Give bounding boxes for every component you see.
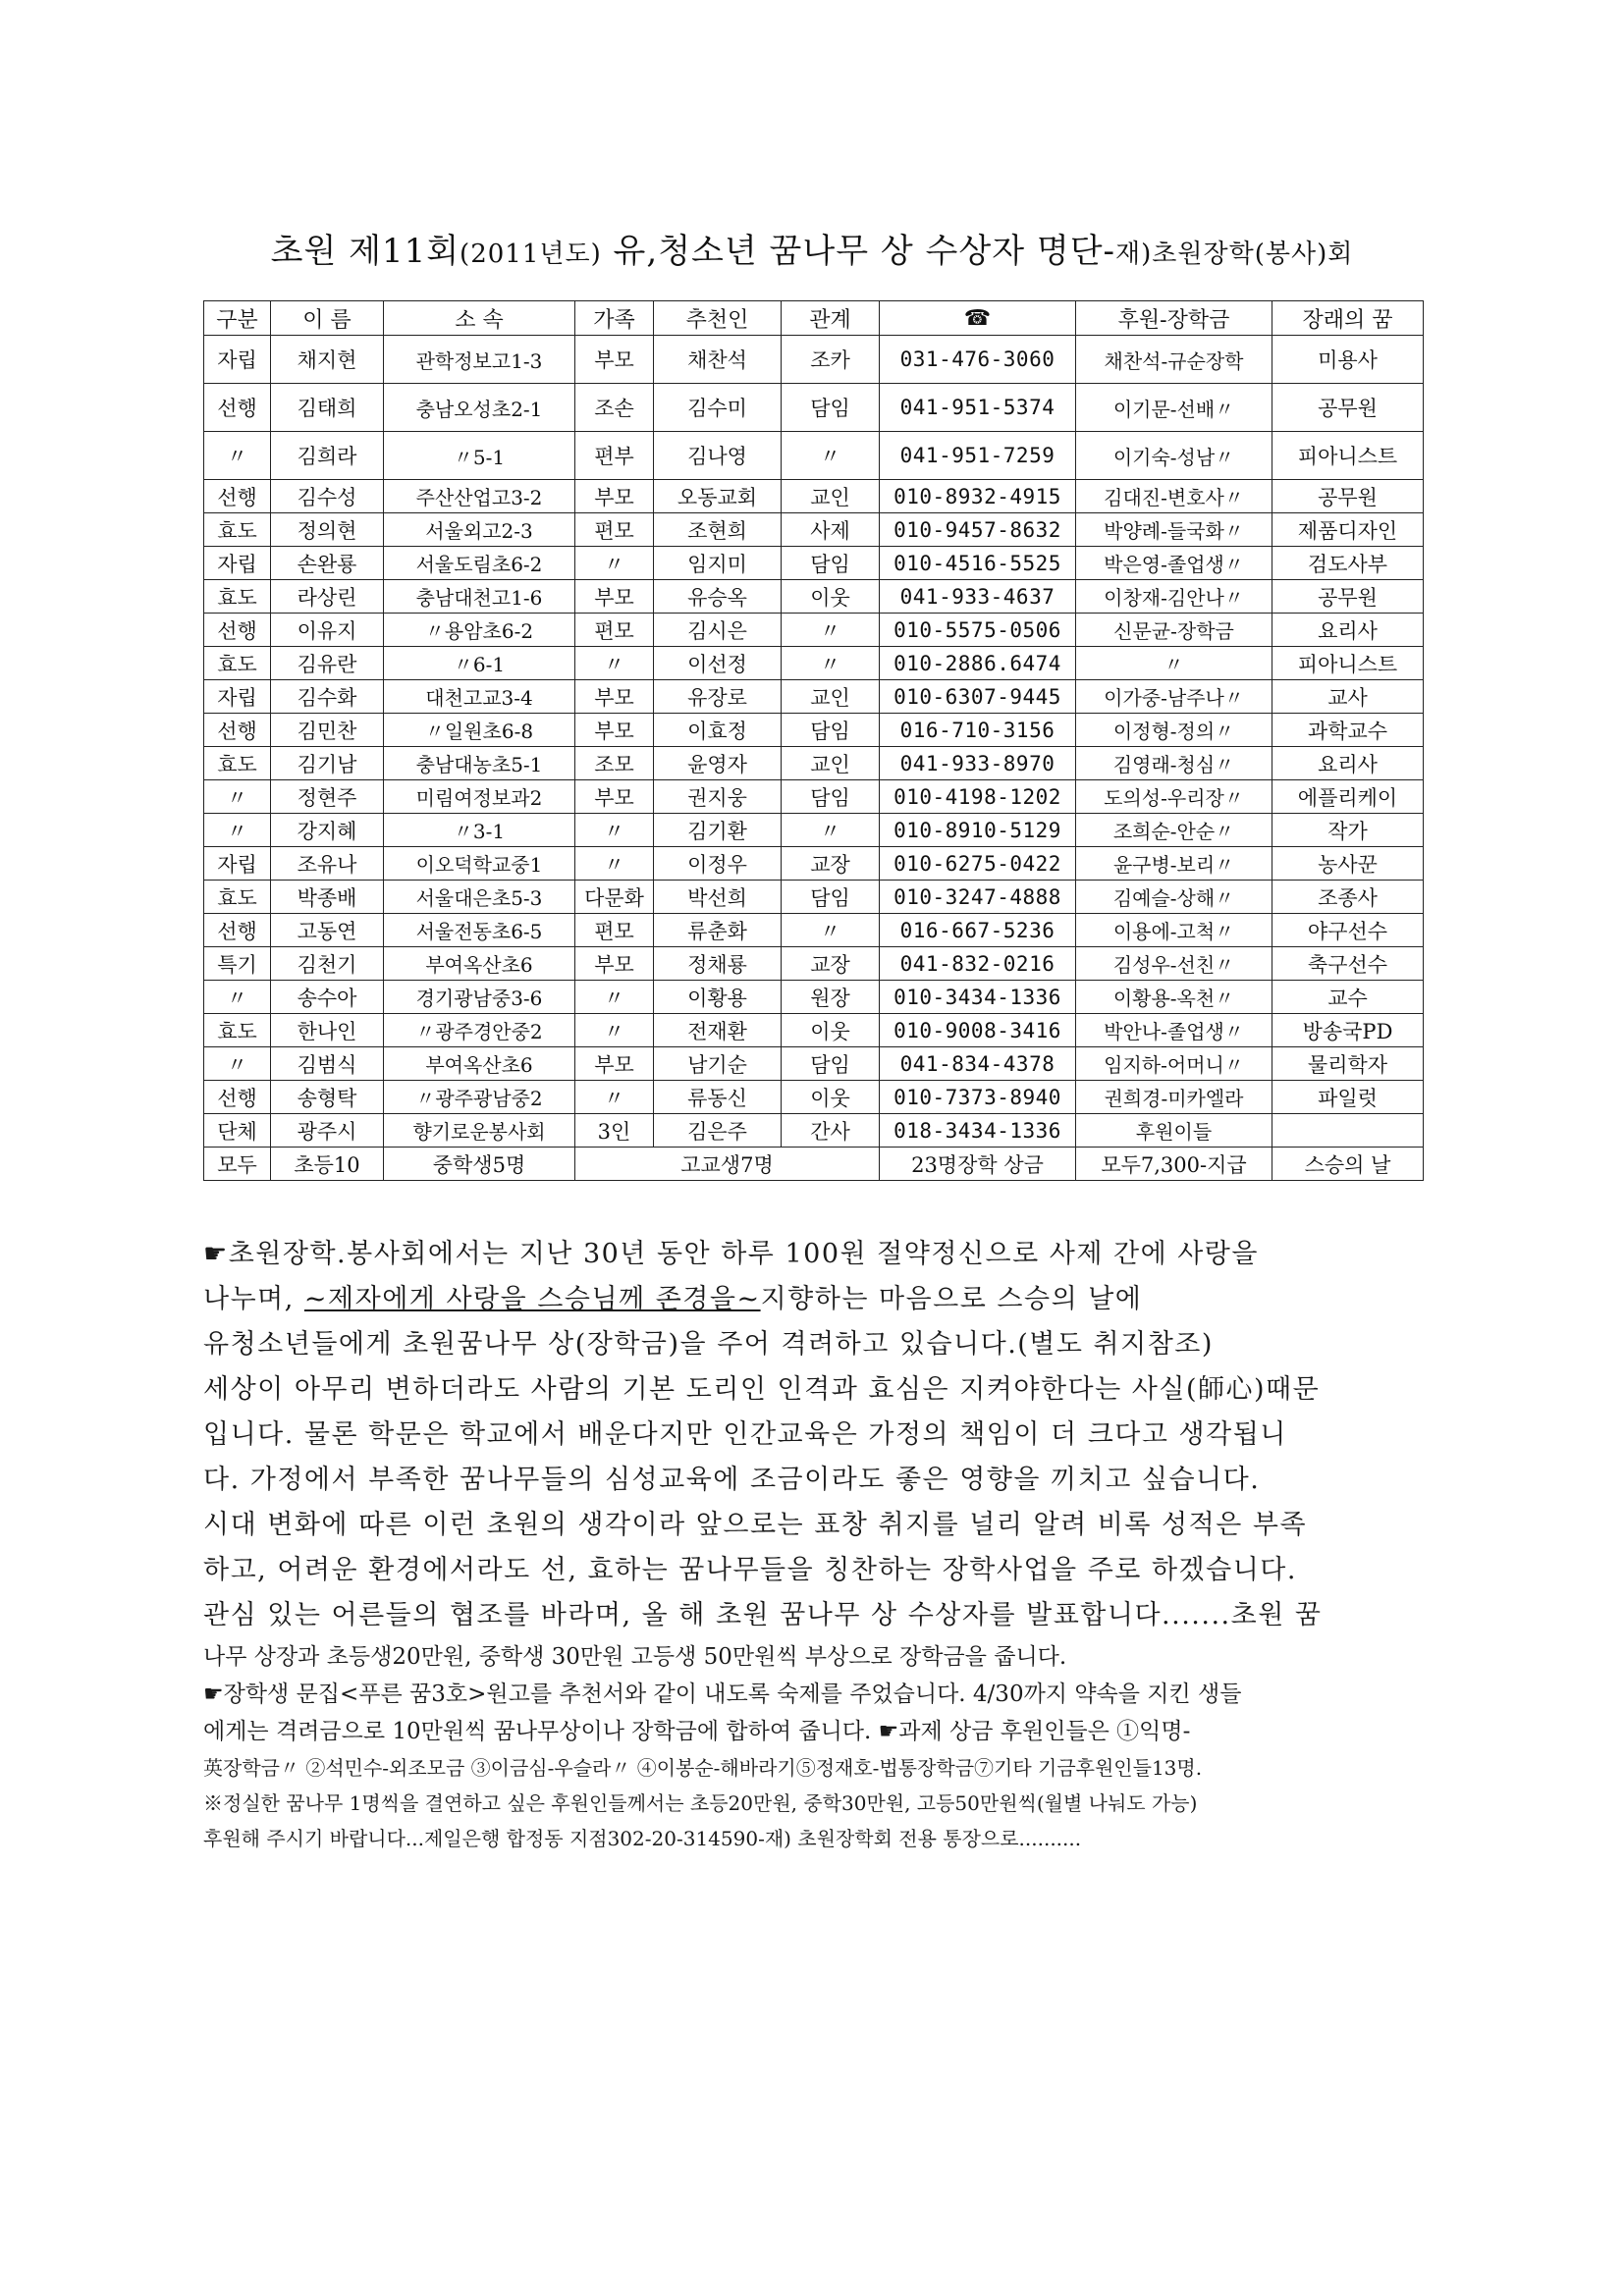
awardee-table [203, 300, 1424, 1181]
cell-relation: 담임 [782, 547, 880, 580]
cell-phone: 010-2886.6474 [880, 647, 1076, 680]
table-row [204, 780, 1424, 814]
cell-family: 조모 [575, 747, 654, 780]
cell-relation: 〃 [782, 914, 880, 947]
cell-category: 특기 [204, 947, 271, 981]
note-line: 다. 가정에서 부족한 꿈나무들의 심성교육에 조금이라도 좋은 영향을 끼치고 싶습니다. [203, 1465, 1261, 1495]
cell-dream: 공무원 [1272, 384, 1424, 432]
cell-recommender: 김나영 [654, 432, 782, 480]
cell-school: 주산산업고3-2 [384, 480, 575, 513]
cell-phone: 010-6307-9445 [880, 680, 1076, 714]
cell-family: 다문화 [575, 881, 654, 914]
cell-school: 〃광주광남중2 [384, 1081, 575, 1114]
phone-icon: ☎ [963, 305, 992, 331]
note-line: 하고, 어려운 환경에서라도 선, 효하는 꿈나무들을 칭찬하는 장학사업을 주로 하겠습니다. [203, 1555, 1297, 1585]
total-elementary: 초등10 [271, 1148, 384, 1181]
header-family: 가족 [575, 301, 654, 336]
table-row [204, 513, 1424, 547]
cell-recommender: 임지미 [654, 547, 782, 580]
cell-phone: 010-9457-8632 [880, 513, 1076, 547]
cell-family: 부모 [575, 1047, 654, 1081]
cell-recommender: 윤영자 [654, 747, 782, 780]
cell-family: 부모 [575, 780, 654, 814]
cell-sponsor: 박은영-졸업생〃 [1076, 547, 1272, 580]
cell-dream: 공무원 [1272, 580, 1424, 614]
cell-dream: 파일럿 [1272, 1081, 1424, 1114]
header-relation: 관계 [782, 301, 880, 336]
cell-sponsor: 이기숙-성남〃 [1076, 432, 1272, 480]
note-text: 장학생 문집<푸른 꿈3호>원고를 추천서와 같이 내도록 숙제를 주었습니다. 4/30까지 약속을 지킨 생들 [223, 1682, 1242, 1707]
cell-school: 대천고교3-4 [384, 680, 575, 714]
header-phone [880, 301, 1076, 336]
cell-family: 〃 [575, 547, 654, 580]
cell-recommender: 김수미 [654, 384, 782, 432]
cell-relation: 담임 [782, 714, 880, 747]
cell-phone: 010-3434-1336 [880, 981, 1076, 1014]
cell-category: 자립 [204, 336, 271, 384]
total-high: 고교생7명 [575, 1148, 880, 1181]
cell-dream: 요리사 [1272, 614, 1424, 647]
cell-relation: 〃 [782, 647, 880, 680]
cell-relation: 〃 [782, 814, 880, 847]
cell-category: 자립 [204, 547, 271, 580]
cell-dream: 미용사 [1272, 336, 1424, 384]
cell-name: 김기남 [271, 747, 384, 780]
cell-family: 부모 [575, 580, 654, 614]
cell-phone: 041-951-5374 [880, 384, 1076, 432]
cell-phone: 010-9008-3416 [880, 1014, 1076, 1047]
cell-family: 〃 [575, 981, 654, 1014]
table-total-row [204, 1148, 1424, 1181]
table-row [204, 547, 1424, 580]
cell-family: 〃 [575, 647, 654, 680]
cell-sponsor: 〃 [1076, 647, 1272, 680]
cell-name: 김민찬 [271, 714, 384, 747]
cell-sponsor: 김예슬-상해〃 [1076, 881, 1272, 914]
table-row [204, 1114, 1424, 1148]
cell-school: 경기광남중3-6 [384, 981, 575, 1014]
table-row [204, 580, 1424, 614]
cell-recommender: 이황용 [654, 981, 782, 1014]
cell-school: 서울외고2-3 [384, 513, 575, 547]
cell-relation: 이웃 [782, 1081, 880, 1114]
cell-recommender: 정채룡 [654, 947, 782, 981]
cell-sponsor: 이창재-김안나〃 [1076, 580, 1272, 614]
header-school: 소 속 [384, 301, 575, 336]
cell-sponsor: 이정형-정의〃 [1076, 714, 1272, 747]
cell-recommender: 권지웅 [654, 780, 782, 814]
table-row [204, 480, 1424, 513]
cell-name: 김태희 [271, 384, 384, 432]
cell-sponsor: 채찬석-규순장학 [1076, 336, 1272, 384]
cell-recommender: 이선정 [654, 647, 782, 680]
cell-family: 3인 [575, 1114, 654, 1148]
table-row [204, 981, 1424, 1014]
title-year: (2011년도) [460, 240, 602, 269]
note-line: 시대 변화에 따른 이런 초원의 생각이라 앞으로는 표창 취지를 널리 알려 비록 성적은 부족 [203, 1510, 1308, 1540]
cell-school: 서울전동초6-5 [384, 914, 575, 947]
cell-name: 라상린 [271, 580, 384, 614]
cell-category: 선행 [204, 480, 271, 513]
cell-phone: 010-8932-4915 [880, 480, 1076, 513]
cell-family: 편모 [575, 513, 654, 547]
cell-dream: 조종사 [1272, 881, 1424, 914]
cell-recommender: 김기환 [654, 814, 782, 847]
cell-dream: 방송국PD [1272, 1014, 1424, 1047]
cell-category: 선행 [204, 1081, 271, 1114]
cell-sponsor: 조희순-안순〃 [1076, 814, 1272, 847]
table-row [204, 814, 1424, 847]
cell-relation: 교장 [782, 947, 880, 981]
cell-sponsor: 이기문-선배〃 [1076, 384, 1272, 432]
cell-family: 〃 [575, 814, 654, 847]
table-row [204, 914, 1424, 947]
cell-relation: 담임 [782, 780, 880, 814]
cell-category: 선행 [204, 614, 271, 647]
cell-category: 〃 [204, 432, 271, 480]
cell-family: 부모 [575, 680, 654, 714]
header-sponsor: 후원-장학금 [1076, 301, 1272, 336]
cell-family: 부모 [575, 947, 654, 981]
note-line: 관심 있는 어른들의 협조를 바라며, 올 해 초원 꿈나무 상 수상자를 발표합니다.......초원 꿈 [203, 1600, 1323, 1630]
cell-sponsor: 김성우-선친〃 [1076, 947, 1272, 981]
cell-phone: 041-951-7259 [880, 432, 1076, 480]
table-row [204, 614, 1424, 647]
cell-sponsor: 박안나-졸업생〃 [1076, 1014, 1272, 1047]
cell-recommender: 채찬석 [654, 336, 782, 384]
table-row [204, 747, 1424, 780]
cell-sponsor: 임지하-어머니〃 [1076, 1047, 1272, 1081]
cell-relation: 이웃 [782, 580, 880, 614]
cell-dream: 야구선수 [1272, 914, 1424, 947]
cell-category: 선행 [204, 914, 271, 947]
cell-phone: 041-933-8970 [880, 747, 1076, 780]
cell-phone: 010-4516-5525 [880, 547, 1076, 580]
cell-category: 선행 [204, 384, 271, 432]
cell-school: 〃5-1 [384, 432, 575, 480]
table-row [204, 1014, 1424, 1047]
table-row [204, 947, 1424, 981]
title-part-3: 유,청소년 꿈나무 상 수상자 명단- [601, 232, 1116, 271]
cell-relation: 이웃 [782, 1014, 880, 1047]
cell-sponsor: 박양례-들국화〃 [1076, 513, 1272, 547]
document-title [0, 224, 1624, 272]
cell-sponsor: 후원이들 [1076, 1114, 1272, 1148]
note-line: ※정실한 꿈나무 1명씩을 결연하고 싶은 후원인들께서는 초등20만원, 중학30만원, 고등50만원씩(월별 나눠도 가능) [203, 1791, 1198, 1815]
note-line: 유청소년들에게 초원꿈나무 상(장학금)을 주어 격려하고 있습니다.(별도 취지참조) [203, 1329, 1214, 1360]
cell-family: 부모 [575, 336, 654, 384]
cell-name: 박종배 [271, 881, 384, 914]
cell-school: 〃6-1 [384, 647, 575, 680]
cell-phone: 010-8910-5129 [880, 814, 1076, 847]
cell-school: 충남대천고1-6 [384, 580, 575, 614]
cell-name: 김희라 [271, 432, 384, 480]
cell-relation: 사제 [782, 513, 880, 547]
cell-family: 〃 [575, 1014, 654, 1047]
cell-relation: 〃 [782, 614, 880, 647]
cell-school: 〃용암초6-2 [384, 614, 575, 647]
cell-phone: 016-710-3156 [880, 714, 1076, 747]
cell-relation: 조카 [782, 336, 880, 384]
cell-phone: 010-6275-0422 [880, 847, 1076, 881]
cell-category: 효도 [204, 747, 271, 780]
note-line [203, 1713, 1421, 1750]
cell-name: 김수화 [271, 680, 384, 714]
cell-recommender: 이효정 [654, 714, 782, 747]
cell-relation: 교인 [782, 747, 880, 780]
cell-family: 편부 [575, 432, 654, 480]
note-line: 후원해 주시기 바랍니다...제일은행 합정동 지점302-20-314590-재) 초원장학회 전용 통장으로.......... [203, 1827, 1082, 1850]
cell-name: 정현주 [271, 780, 384, 814]
cell-recommender: 오동교회 [654, 480, 782, 513]
cell-family: 〃 [575, 847, 654, 881]
cell-dream: 에플리케이 [1272, 780, 1424, 814]
header-recommender: 추천인 [654, 301, 782, 336]
table-row [204, 1047, 1424, 1081]
cell-recommender: 조현희 [654, 513, 782, 547]
cell-category: 효도 [204, 513, 271, 547]
cell-recommender: 김은주 [654, 1114, 782, 1148]
cell-school: 〃일원초6-8 [384, 714, 575, 747]
cell-sponsor: 김영래-청심〃 [1076, 747, 1272, 780]
cell-school: 충남대농초5-1 [384, 747, 575, 780]
note-text: 초원장학.봉사회에서는 지난 30년 동안 하루 100원 절약정신으로 사제 간에 사랑을 [228, 1239, 1259, 1269]
table-header-row [204, 301, 1424, 336]
note-line: 세상이 아무리 변하더라도 사람의 기본 도리인 인격과 효심은 지켜야한다는 사실(師心)때문 [203, 1374, 1321, 1405]
cell-category: 자립 [204, 847, 271, 881]
pointing-hand-icon: ☛ [203, 1239, 229, 1269]
cell-relation: 교인 [782, 480, 880, 513]
note-line [203, 1277, 1421, 1322]
total-scholarship: 23명장학 상금 [880, 1148, 1076, 1181]
cell-sponsor: 이가중-남주나〃 [1076, 680, 1272, 714]
table-row [204, 1081, 1424, 1114]
cell-recommender: 유장로 [654, 680, 782, 714]
cell-name: 김수성 [271, 480, 384, 513]
cell-recommender: 류동신 [654, 1081, 782, 1114]
cell-category: 〃 [204, 814, 271, 847]
note-line [203, 1232, 1421, 1277]
header-category: 구분 [204, 301, 271, 336]
cell-sponsor: 권희경-미카엘라 [1076, 1081, 1272, 1114]
cell-dream: 물리학자 [1272, 1047, 1424, 1081]
cell-dream: 피아니스트 [1272, 647, 1424, 680]
cell-name: 손완룡 [271, 547, 384, 580]
cell-relation: 간사 [782, 1114, 880, 1148]
cell-phone: 010-4198-1202 [880, 780, 1076, 814]
total-date: 스승의 날 [1272, 1148, 1424, 1181]
cell-sponsor: 김대진-변호사〃 [1076, 480, 1272, 513]
total-amount: 모두7,300-지급 [1076, 1148, 1272, 1181]
cell-family: 조손 [575, 384, 654, 432]
cell-category: 효도 [204, 1014, 271, 1047]
total-label: 모두 [204, 1148, 271, 1181]
header-name: 이 름 [271, 301, 384, 336]
cell-category: 〃 [204, 981, 271, 1014]
cell-phone: 041-834-4378 [880, 1047, 1076, 1081]
cell-recommender: 박선희 [654, 881, 782, 914]
cell-name: 채지현 [271, 336, 384, 384]
total-middle: 중학생5명 [384, 1148, 575, 1181]
cell-name: 조유나 [271, 847, 384, 881]
cell-name: 강지혜 [271, 814, 384, 847]
cell-family: 편모 [575, 914, 654, 947]
cell-relation: 담임 [782, 1047, 880, 1081]
cell-relation: 교인 [782, 680, 880, 714]
table-row [204, 647, 1424, 680]
table-row [204, 680, 1424, 714]
cell-category: 선행 [204, 714, 271, 747]
cell-relation: 원장 [782, 981, 880, 1014]
table-row [204, 336, 1424, 384]
cell-category: 단체 [204, 1114, 271, 1148]
cell-name: 송수아 [271, 981, 384, 1014]
notes-section [203, 1232, 1421, 1856]
cell-name: 고동연 [271, 914, 384, 947]
cell-school: 부여옥산초6 [384, 947, 575, 981]
cell-phone: 010-5575-0506 [880, 614, 1076, 647]
cell-recommender: 남기순 [654, 1047, 782, 1081]
cell-family: 편모 [575, 614, 654, 647]
cell-phone: 018-3434-1336 [880, 1114, 1076, 1148]
cell-category: 자립 [204, 680, 271, 714]
cell-sponsor: 도의성-우리장〃 [1076, 780, 1272, 814]
cell-relation: 〃 [782, 432, 880, 480]
cell-name: 김천기 [271, 947, 384, 981]
cell-dream: 과학교수 [1272, 714, 1424, 747]
cell-name: 이유지 [271, 614, 384, 647]
note-text: 에게는 격려금으로 10만원씩 꿈나무상이나 장학금에 합하여 줍니다. [203, 1719, 879, 1744]
cell-dream: 검도사부 [1272, 547, 1424, 580]
note-text: 과제 상금 후원인들은 ①익명- [898, 1719, 1191, 1744]
motto-text: ~제자에게 사랑을 스승님께 존경을~ [303, 1284, 761, 1314]
title-organization: 재)초원장학(봉사)회 [1115, 240, 1354, 269]
cell-recommender: 김시은 [654, 614, 782, 647]
pointing-hand-icon: ☛ [878, 1719, 899, 1744]
cell-phone: 010-7373-8940 [880, 1081, 1076, 1114]
note-text: 지향하는 마음으로 스승의 날에 [760, 1284, 1143, 1314]
cell-category: 효도 [204, 881, 271, 914]
cell-name: 광주시 [271, 1114, 384, 1148]
cell-dream: 제품디자인 [1272, 513, 1424, 547]
cell-dream: 교수 [1272, 981, 1424, 1014]
note-line [203, 1676, 1421, 1713]
cell-name: 김유란 [271, 647, 384, 680]
pointing-hand-icon: ☛ [203, 1682, 224, 1707]
cell-family: 부모 [575, 480, 654, 513]
note-line: 입니다. 물론 학문은 학교에서 배운다지만 인간교육은 가정의 책임이 더 크다고 생각됩니 [203, 1419, 1287, 1450]
cell-school: 충남오성초2-1 [384, 384, 575, 432]
cell-dream: 공무원 [1272, 480, 1424, 513]
cell-dream: 작가 [1272, 814, 1424, 847]
cell-phone: 041-933-4637 [880, 580, 1076, 614]
table-row [204, 714, 1424, 747]
table-body [204, 336, 1424, 1148]
cell-school: 향기로운봉사회 [384, 1114, 575, 1148]
cell-school: 서울대은초5-3 [384, 881, 575, 914]
title-part-1: 초원 제11회 [270, 232, 460, 271]
cell-dream [1272, 1114, 1424, 1148]
table-row [204, 384, 1424, 432]
cell-dream: 피아니스트 [1272, 432, 1424, 480]
cell-dream: 교사 [1272, 680, 1424, 714]
cell-family: 부모 [575, 714, 654, 747]
cell-recommender: 이정우 [654, 847, 782, 881]
cell-school: 〃3-1 [384, 814, 575, 847]
cell-school: 부여옥산초6 [384, 1047, 575, 1081]
cell-school: 미림여정보과2 [384, 780, 575, 814]
cell-phone: 041-832-0216 [880, 947, 1076, 981]
cell-category: 효도 [204, 647, 271, 680]
cell-phone: 010-3247-4888 [880, 881, 1076, 914]
cell-relation: 담임 [782, 881, 880, 914]
cell-relation: 교장 [782, 847, 880, 881]
table-row [204, 847, 1424, 881]
note-text: 나누며, [203, 1284, 304, 1314]
cell-recommender: 유승옥 [654, 580, 782, 614]
table-row [204, 432, 1424, 480]
note-line: 英장학금〃 ②석민수-외조모금 ③이금심-우슬라〃 ④이봉순-해바라기⑤정재호-법통장학금⑦기타 기금후원인들13명. [203, 1756, 1203, 1780]
cell-name: 한나인 [271, 1014, 384, 1047]
cell-sponsor: 이용에-고척〃 [1076, 914, 1272, 947]
cell-category: 〃 [204, 780, 271, 814]
cell-sponsor: 윤구병-보리〃 [1076, 847, 1272, 881]
cell-relation: 담임 [782, 384, 880, 432]
cell-school: 관학정보고1-3 [384, 336, 575, 384]
table-row [204, 881, 1424, 914]
cell-phone: 016-667-5236 [880, 914, 1076, 947]
cell-dream: 농사꾼 [1272, 847, 1424, 881]
cell-name: 정의현 [271, 513, 384, 547]
cell-name: 송형탁 [271, 1081, 384, 1114]
cell-category: 효도 [204, 580, 271, 614]
header-dream: 장래의 꿈 [1272, 301, 1424, 336]
cell-sponsor: 이황용-옥천〃 [1076, 981, 1272, 1014]
note-line: 나무 상장과 초등생20만원, 중학생 30만원 고등생 50만원씩 부상으로 장학금을 줍니다. [203, 1644, 1067, 1670]
cell-recommender: 류춘화 [654, 914, 782, 947]
cell-school: 〃광주경안중2 [384, 1014, 575, 1047]
cell-sponsor: 신문균-장학금 [1076, 614, 1272, 647]
cell-school: 이오덕학교중1 [384, 847, 575, 881]
cell-school: 서울도림초6-2 [384, 547, 575, 580]
cell-category: 〃 [204, 1047, 271, 1081]
cell-name: 김범식 [271, 1047, 384, 1081]
cell-recommender: 전재환 [654, 1014, 782, 1047]
cell-phone: 031-476-3060 [880, 336, 1076, 384]
cell-family: 〃 [575, 1081, 654, 1114]
cell-dream: 축구선수 [1272, 947, 1424, 981]
cell-dream: 요리사 [1272, 747, 1424, 780]
